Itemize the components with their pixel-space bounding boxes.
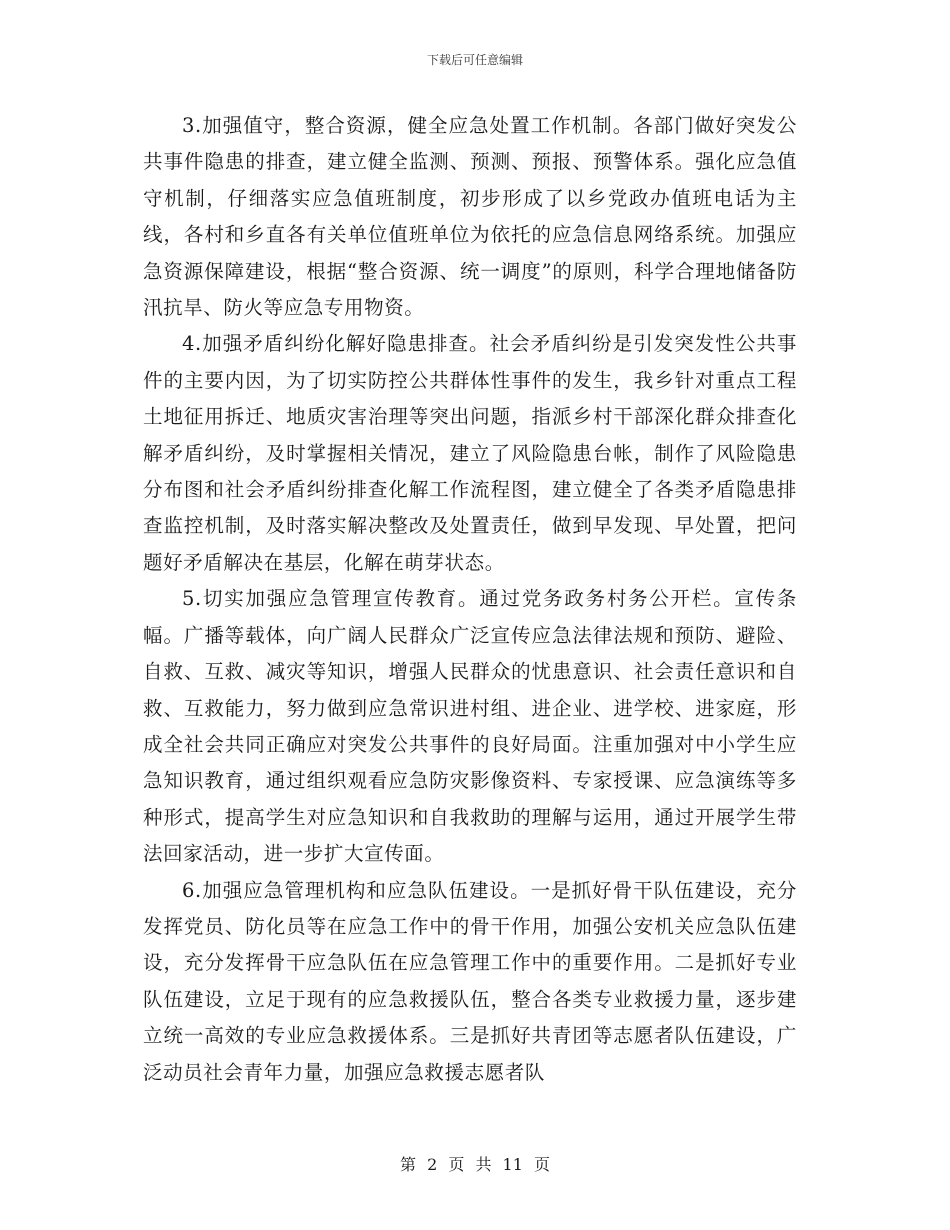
paragraph-5: 5.切实加强应急管理宣传教育。通过党务政务村务公开栏。宣传条幅。广播等载体，向广阔人民群众广泛宣传应急法律法规和预防、避险、自救、互救、减灾等知识，增强人民群众的忧患意识、社会责任意识和自救、互救能力，努力做到应急常识进村组、进企业、进学校、进家庭，形成全社会共同正确应对突发公共事件的良好局面。注重加强对中小学生应急知识教育，通过组织观看应急防灾影像资料、专家授课、应急演练等多种形式，提高学生对应急知识和自我救助的理解与运用，通过开展学生带法回家活动，进一步扩大宣传面。 (143, 587, 797, 866)
page-number: 第 2 页 共 11 页 (400, 1155, 550, 1174)
page-header: 下载后可任意编辑 (426, 53, 523, 67)
paragraph-4: 4.加强矛盾纠纷化解好隐患排查。社会矛盾纠纷是引发突发性公共事件的主要内因，为了切实防控公共群体性事件的发生，我乡针对重点工程土地征用拆迁、地质灾害治理等突出问题，指派乡村干部深化群众排查化解矛盾纠纷，及时掌握相关情况，建立了风险隐患台帐，制作了风险隐患分布图和社会矛盾纠纷排查化解工作流程图，建立健全了各类矛盾隐患排查监控机制，及时落实解决整改及处置责任，做到早发现、早处置，把问题好矛盾解决在基层，化解在萌芽状态。 (143, 332, 797, 574)
document-body (143, 108, 797, 1091)
paragraph-3: 3.加强值守，整合资源，健全应急处置工作机制。各部门做好突发公共事件隐患的排查，建立健全监测、预测、预报、预警体系。强化应急值守机制，仔细落实应急值班制度，初步形成了以乡党政办值班电话为主线，各村和乡直各有关单位值班单位为依托的应急信息网络系统。加强应急资源保障建设，根据“整合资源、统一调度”的原则，科学合理地储备防汛抗旱、防火等应急专用物资。 (143, 114, 797, 320)
paragraph-6: 6.加强应急管理机构和应急队伍建设。一是抓好骨干队伍建设，充分发挥党员、防化员等在应急工作中的骨干作用，加强公安机关应急队伍建设，充分发挥骨干应急队伍在应急管理工作中的重要作用。二是抓好专业队伍建设，立足于现有的应急救援队伍，整合各类专业救援力量，逐步建立统一高效的专业应急救援体系。三是抓好共青团等志愿者队伍建设，广泛动员社会青年力量，加强应急救援志愿者队 (143, 878, 797, 1084)
